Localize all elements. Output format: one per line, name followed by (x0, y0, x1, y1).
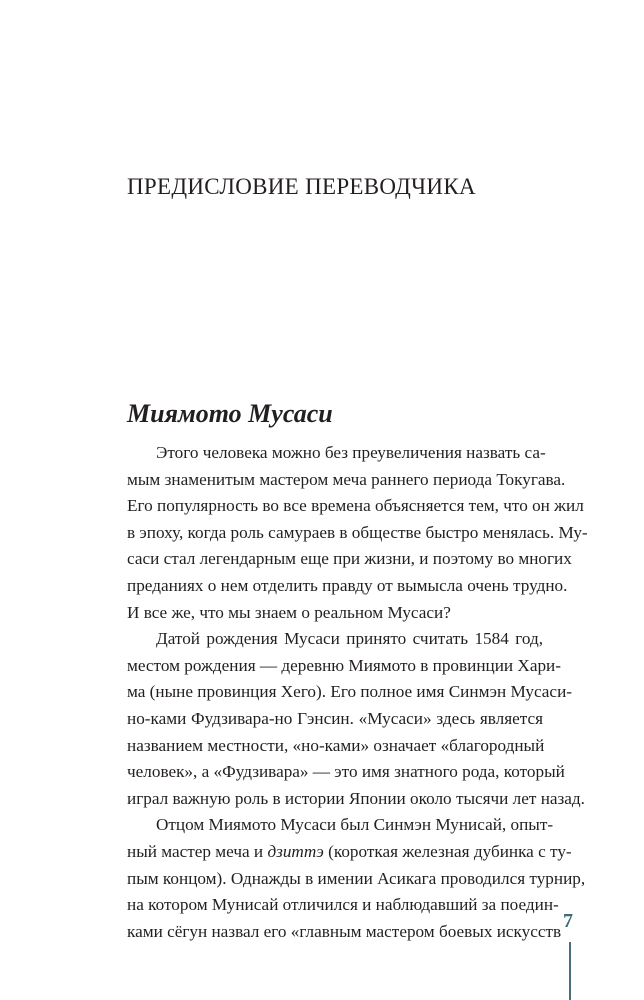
text-line: но-ками Фудзивара-но Гэнсин. «Мусаси» здесь является (127, 708, 543, 728)
text-line: названием местности, «но-ками» означает «благородный (127, 735, 545, 755)
page-rule (569, 942, 571, 1000)
text-line: ма (ныне провинция Хего). Его полное имя Синмэн Мусаси- (127, 682, 572, 702)
paragraph-2 (127, 626, 585, 812)
text-line (127, 839, 572, 866)
text-line: Датой рождения Мусаси принято считать 1584 год, (156, 629, 543, 649)
text-line: пым концом). Однажды в имении Асикага проводился турнир, (127, 868, 586, 888)
text-line: преданиях о нем отделить правду от вымысла очень трудно. (127, 575, 568, 595)
text-line: мым знаменитым мастером меча раннего периода Токугава. (127, 469, 566, 489)
body-text (127, 440, 588, 945)
italic-term: дзиттэ (267, 841, 324, 861)
paragraph-1 (127, 440, 588, 626)
page-number: 7 (563, 910, 573, 932)
text-line: на котором Мунисай отличился и наблюдавший за поедин- (127, 895, 559, 915)
text-line: саси стал легендарным еще при жизни, и поэтому во многих (127, 549, 572, 569)
text-fragment: (короткая железная дубинка с ту- (328, 841, 572, 861)
paragraph-3 (127, 812, 586, 945)
text-fragment: ный мастер меча и (127, 841, 268, 861)
text-line: И все же, что мы знаем о реальном Мусаси? (127, 602, 451, 622)
chapter-title: ПРЕДИСЛОВИЕ ПЕРЕВОДЧИКА (127, 174, 476, 199)
text-line: Отцом Миямото Мусаси был Синмэн Мунисай, опыт- (156, 815, 554, 835)
section-heading: Миямото Мусаси (127, 399, 333, 428)
text-line: Его популярность во все времена объясняется тем, что он жил (127, 496, 584, 516)
text-line: в эпоху, когда роль самураев в обществе быстро менялась. Му- (127, 522, 588, 542)
text-line: местом рождения — деревню Миямото в провинции Хари- (127, 655, 561, 675)
text-line: ками сёгун назвал его «главным мастером боевых искусств (127, 921, 562, 941)
text-line: Этого человека можно без преувеличения назвать са- (156, 443, 546, 462)
text-line: человек», а «Фудзивара» — это имя знатного рода, который (127, 762, 565, 782)
text-line: играл важную роль в истории Японии около тысячи лет назад. (127, 788, 585, 808)
